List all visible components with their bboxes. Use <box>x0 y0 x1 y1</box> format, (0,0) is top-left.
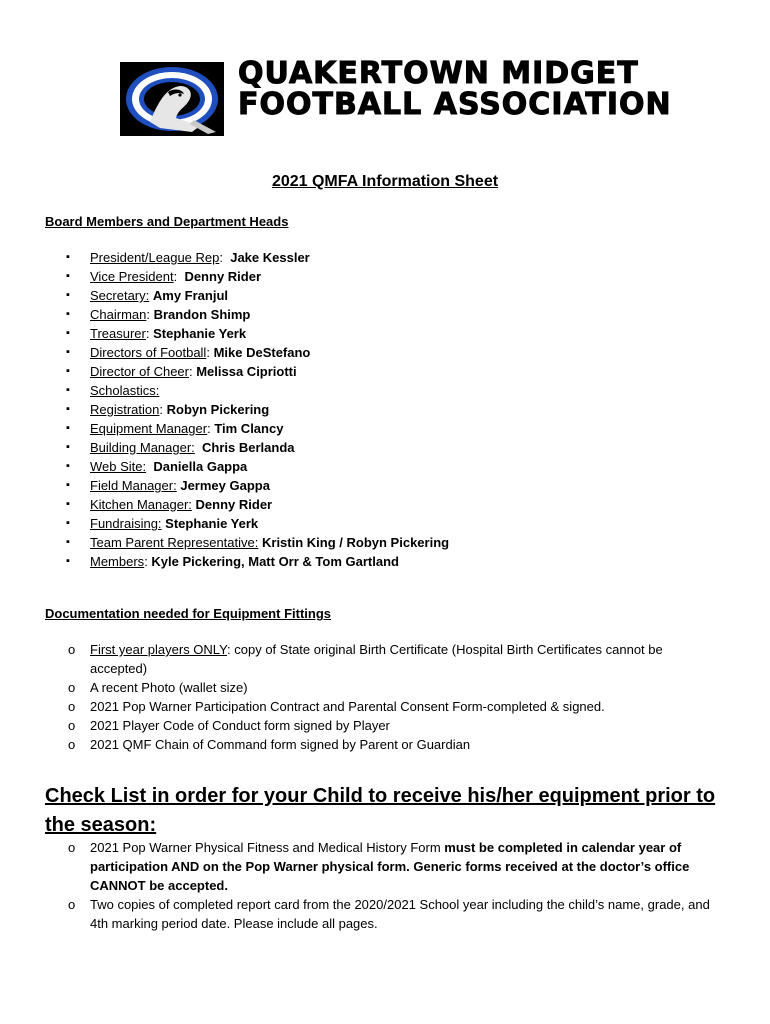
bullet-icon: ▪ <box>66 327 70 339</box>
separator <box>195 440 202 455</box>
org-name-line-2: FOOTBALL ASSOCIATION <box>238 87 672 122</box>
panther-logo <box>120 62 224 136</box>
separator: : <box>207 421 215 436</box>
bullet-icon: ▪ <box>66 498 70 510</box>
item-text: 2021 Pop Warner Participation Contract and Parental Consent Form-completed & signed. <box>90 699 605 714</box>
person-name: Stephanie Yerk <box>153 326 247 341</box>
role-label: Field Manager: <box>90 478 177 493</box>
item-text: Two copies of completed report card from the 2020/2021 School year including the child’s name, grade, and 4th marking period date. Please include all pages. <box>90 897 710 931</box>
bullet-icon: ▪ <box>66 270 70 282</box>
page-title: 2021 QMFA Information Sheet <box>271 173 499 190</box>
documentation-list <box>66 640 716 754</box>
circle-bullet-icon: o <box>68 840 76 855</box>
role-label: Team Parent Representative: <box>90 535 259 550</box>
role-label: Equipment Manager <box>90 421 208 436</box>
header <box>120 58 680 138</box>
item-text: A recent Photo (wallet size) <box>90 680 248 695</box>
role-label: Vice President <box>90 269 174 284</box>
list-item <box>66 343 449 362</box>
org-name-line-1: QUAKERTOWN MIDGET <box>238 56 639 91</box>
bullet-icon: ▪ <box>66 308 70 320</box>
person-name: Denny Rider <box>184 269 262 284</box>
list-item <box>66 381 449 400</box>
circle-bullet-icon: o <box>68 718 76 733</box>
bullet-icon: ▪ <box>66 346 70 358</box>
list-item <box>66 514 449 533</box>
person-name: Amy Franjul <box>152 288 228 303</box>
separator: : <box>159 402 167 417</box>
bullet-icon: ▪ <box>66 536 70 548</box>
list-item <box>66 286 449 305</box>
role-label: Registration <box>90 402 160 417</box>
list-item <box>66 533 449 552</box>
item-text: 2021 Player Code of Conduct form signed by Player <box>90 718 390 733</box>
person-name: Robyn Pickering <box>166 402 270 417</box>
item-bold-text: must be completed in calendar year of participation AND on the Pop Warner physical form. Generic forms received at the doctor’s office CANNOT be accepted. <box>90 840 690 893</box>
role-label: Kitchen Manager: <box>90 497 192 512</box>
list-item <box>66 495 449 514</box>
bullet-icon: ▪ <box>66 460 70 472</box>
checklist-heading: Check List in order for your Child to receive his/her equipment prior to the season: <box>45 785 716 836</box>
item-text: : copy of State original Birth Certificate (Hospital Birth Certificates cannot be accepted) <box>90 642 663 676</box>
checklist-list <box>66 838 716 933</box>
role-label: Treasurer <box>90 326 146 341</box>
board-list <box>66 248 449 571</box>
person-name: Chris Berlanda <box>202 440 295 455</box>
list-item <box>66 305 449 324</box>
circle-bullet-icon: o <box>68 699 76 714</box>
list-item <box>66 438 449 457</box>
bullet-icon: ▪ <box>66 441 70 453</box>
role-label: Members <box>90 554 145 569</box>
person-name: Kristin King / Robyn Pickering <box>262 535 450 550</box>
separator: : <box>173 269 185 284</box>
separator: : <box>219 250 231 265</box>
bullet-icon: ▪ <box>66 422 70 434</box>
list-item <box>66 267 449 286</box>
underlined-text: First year players ONLY <box>90 642 228 657</box>
bullet-icon: ▪ <box>66 403 70 415</box>
bullet-icon: ▪ <box>66 517 70 529</box>
bullet-icon: ▪ <box>66 289 70 301</box>
person-name: Daniella Gappa <box>153 459 248 474</box>
list-item <box>66 419 449 438</box>
separator: : <box>144 554 152 569</box>
circle-bullet-icon: o <box>68 897 76 912</box>
person-name: Denny Rider <box>195 497 273 512</box>
person-name: Brandon Shimp <box>153 307 251 322</box>
person-name: Mike DeStefano <box>213 345 311 360</box>
bullet-icon: ▪ <box>66 251 70 263</box>
person-name: Jermey Gappa <box>180 478 270 493</box>
person-name: Melissa Cipriotti <box>196 364 297 379</box>
person-name: Stephanie Yerk <box>165 516 259 531</box>
role-label: Scholastics: <box>90 383 160 398</box>
bullet-icon: ▪ <box>66 479 70 491</box>
separator: : <box>188 364 197 379</box>
list-item <box>66 552 449 571</box>
role-label: Web Site: <box>90 459 147 474</box>
list-item <box>66 697 716 716</box>
list-item <box>66 716 716 735</box>
board-heading: Board Members and Department Heads <box>45 214 289 229</box>
circle-bullet-icon: o <box>68 642 76 657</box>
role-label: Fundraising: <box>90 516 162 531</box>
list-item <box>66 457 449 476</box>
person-name: Jake Kessler <box>230 250 310 265</box>
documentation-heading: Documentation needed for Equipment Fittings <box>45 606 331 621</box>
list-item <box>66 400 449 419</box>
list-item <box>66 838 716 895</box>
bullet-icon: ▪ <box>66 365 70 377</box>
list-item <box>66 640 716 678</box>
list-item <box>66 735 716 754</box>
bullet-icon: ▪ <box>66 384 70 396</box>
circle-bullet-icon: o <box>68 680 76 695</box>
separator: : <box>145 326 154 341</box>
person-name: Tim Clancy <box>214 421 284 436</box>
role-label: Secretary: <box>90 288 150 303</box>
bullet-icon: ▪ <box>66 555 70 567</box>
role-label: Director of Cheer <box>90 364 189 379</box>
item-text: 2021 Pop Warner Physical Fitness and Medical History Form <box>90 840 445 855</box>
role-label: Building Manager: <box>90 440 195 455</box>
separator: : <box>146 307 154 322</box>
organization-name <box>238 58 678 120</box>
list-item <box>66 362 449 381</box>
role-label: President/League Rep <box>90 250 220 265</box>
role-label: Chairman <box>90 307 147 322</box>
separator: : <box>206 345 214 360</box>
list-item <box>66 324 449 343</box>
list-item <box>66 895 716 933</box>
item-text: 2021 QMF Chain of Command form signed by Parent or Guardian <box>90 737 471 752</box>
list-item <box>66 248 449 267</box>
list-item <box>66 678 716 697</box>
list-item <box>66 476 449 495</box>
role-label: Directors of Football <box>90 345 207 360</box>
person-name: Kyle Pickering, Matt Orr & Tom Gartland <box>151 554 399 569</box>
circle-bullet-icon: o <box>68 737 76 752</box>
